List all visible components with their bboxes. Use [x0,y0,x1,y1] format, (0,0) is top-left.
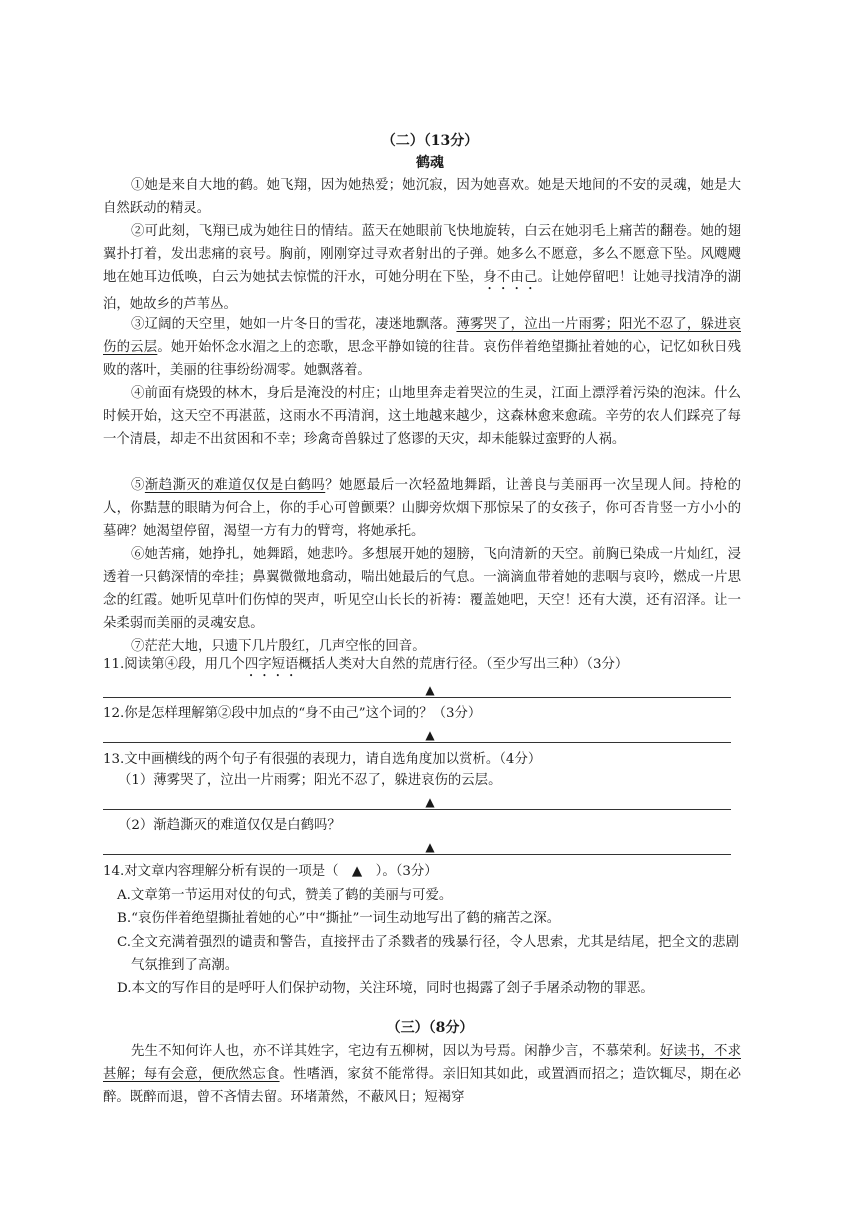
question-11-text-b: 概括人类对大自然的荒唐行径。（至少写出三种）（3分） [298,657,629,672]
paragraph-6: ⑥她苦痛，她挣扎，她舞蹈，她悲吟。多想展开她的翅膀，飞向清新的天空。前胸已染成一片灿红，浸透着一只鹤深情的牵挂；鼻翼微微地翕动，喘出她最后的气息。一滴滴血带着她的悲咽与哀吟，燃成一片思念的红霞。她听见草叶们伤悼的哭声，听见空山长长的祈祷：覆盖她吧，天空！还有大漠，还有沼泽。让一朵柔弱而美丽的灵魂安息。 [103,547,741,632]
answer-mark-11: ▲ [425,683,435,697]
answer-mark-13-2: ▲ [425,840,435,854]
paragraph-3-text-b: 。她开始怀念水湄之上的恋歌，思念平静如镜的往昔。哀伤伴着绝望撕扯着她的心，记忆如秋日残败的落叶，美丽的往事纷纷凋零。她飘落着。 [103,340,742,379]
answer-line-12[interactable] [103,742,731,743]
paragraph-1: ①她是来自大地的鹤。她飞翔，因为她热爱；她沉寂，因为她喜欢。她是天地间的不安的灵魂，她是大自然跃动的精灵。 [103,178,741,217]
paragraph-4: ④前面有烧毁的林木，身后是淹没的村庄；山地里奔走着哭泣的生灵，江面上漂浮着污染的泡沫。什么时候开始，这天空不再湛蓝，这雨水不再清润，这土地越来越少，这森林愈来愈疏。辛劳的农人们踩亮了每一个清晨，却走不出贫困和不幸；珍禽奇兽躲过了悠谬的天灾，却未能躲过蛮野的人祸。 [103,386,741,448]
paragraph-7: ⑦茫茫大地，只遗下几片殷红，几声空怅的回音。 [131,639,426,654]
underlined-sentence-2: 渐趋澌灭的难道仅仅是白鹤吗 [144,478,326,493]
paragraph-3-text-a: ③辽阔的天空里，她如一片冬日的雪花，凄迷地飘落。 [131,317,457,332]
section3-text-b: 。性嗜酒，家贫不能常得。亲旧知其如此，或置酒而招之；造饮辄尽，期在必醉。既醉而退，曾不吝情去留。环堵萧然，不蔽风日；短褐穿 [103,1067,742,1106]
question-11 [103,655,743,680]
question-13: 13.文中画横线的两个句子有很强的表现力，请自选角度加以赏析。（4分） [103,752,542,767]
dotted-phrase: 身不由己 [483,270,538,286]
answer-line-13-1[interactable] [103,809,731,810]
option-d[interactable]: D.本文的写作目的是呼吁人们保护动物，关注环境，同时也揭露了刽子手屠杀动物的罪恶。 [117,981,654,996]
option-a[interactable]: A.文章第一节运用对仗的句式，赞美了鹤的美丽与可爱。 [117,888,453,903]
answer-mark-12: ▲ [425,728,435,742]
paragraph-2-text-b: 。让她停留吧！让她寻找清净的湖泊，她故乡的芦苇丛。 [103,270,742,313]
question-11-dotted: 四字短语 [244,657,299,672]
paragraph-5-text: ？她愿最后一次轻盈地舞蹈，让善良与美丽再一次呈现人间。持枪的人，你黠慧的眼睛为何合上，你的手心可曾颤栗？山脚旁炊烟下那惊呆了的女孩子，你可否肯竖一方小小的墓碑？她渴望停留，渴望一方有力的臂弯，将她承托。 [103,478,742,540]
section3-heading: （三）（8分） [386,1020,474,1036]
answer-line-11[interactable] [103,697,731,698]
question-14: 14.对文章内容理解分析有误的一项是（ ▲ ）。（3分） [103,864,438,879]
paragraph-3 [103,313,741,382]
paragraph-5 [103,474,741,543]
section3-text-a: 先生不知何许人也，亦不详其姓字，宅边有五柳树，因以为号焉。闲静少言，不慕荣利。 [131,1044,660,1059]
answer-mark-13-1: ▲ [425,795,435,809]
section2-heading: （二）（13分） [381,133,479,149]
answer-line-13-2[interactable] [103,854,731,855]
question-13-part-2: （2）渐趋澌灭的难道仅仅是白鹤吗？ [118,818,341,833]
paragraph-2 [103,220,741,316]
question-12: 12.你是怎样理解第②段中加点的“身不由己”这个词的？（3分） [103,706,482,721]
question-13-part-1: （1）薄雾哭了，泣出一片雨雾；阳光不忍了，躲进哀伤的云层。 [118,773,502,788]
article-title: 鹤魂 [416,155,444,171]
section3-underlined: 好读书，不求甚解；每有会意，便欣然忘食 [103,1044,741,1083]
option-b[interactable]: B.“哀伤伴着绝望撕扯着她的心”中“撕扯”一词生动地写出了鹤的痛苦之深。 [117,911,561,926]
section3-paragraph [103,1040,741,1109]
underlined-sentence-1: 薄雾哭了，泣出一片雨雾；阳光不忍了，躲进哀伤的云层 [103,317,741,356]
option-c[interactable]: C.全文充满着强烈的谴责和警告，直接抨击了杀戮者的残暴行径，令人思索，尤其是结尾，把全文的悲剧气氛推到了高潮。 [117,935,739,973]
question-11-text-a: 11.阅读第④段，用几个 [103,657,245,672]
paragraph-5-number: ⑤ [131,478,145,493]
paragraph-2-text-a: ②可此刻，飞翔已成为她往日的情结。蓝天在她眼前飞快地旋转，白云在她羽毛上痛苦的翻卷。她的翅翼扑打着，发出悲痛的哀号。胸前，刚刚穿过寻欢者射出的子弹。她多么不愿意，多么不愿意下坠。风飕飕地在她耳边低唤，白云为她拭去惊慌的汗水，可她分明在下坠， [103,224,741,286]
